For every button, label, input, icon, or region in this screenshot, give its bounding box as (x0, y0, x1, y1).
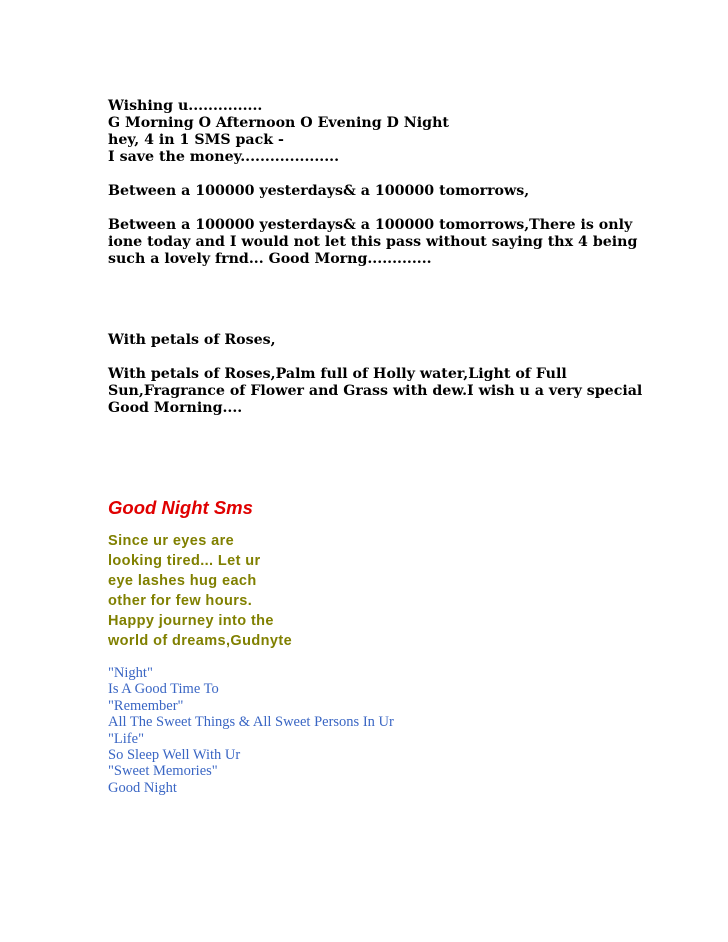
paragraph-line: Between a 100000 yesterdays& a 100000 tomorrows,There is only (108, 217, 633, 233)
poem-line: "Night" (108, 665, 153, 681)
sms-line: Happy journey into the (108, 613, 274, 629)
sms-line: Since ur eyes are (108, 533, 235, 549)
poem-line: All The Sweet Things & All Sweet Persons In Ur (108, 714, 394, 731)
poem-line: So Sleep Well With Ur (108, 747, 241, 764)
sms-line: other for few hours. (108, 593, 253, 609)
wishing-block (108, 98, 628, 166)
poem-line: "Sweet Memories" (108, 763, 218, 780)
wishing-line: hey, 4 in 1 SMS pack - (108, 132, 284, 148)
poem-line: "Life" (108, 730, 144, 747)
roses-paragraph (108, 366, 643, 417)
paragraph-line: Good Morning.... (108, 400, 243, 416)
paragraph-line: such a lovely frnd... Good Morng............. (108, 251, 432, 267)
sms-line: looking tired... Let ur (108, 553, 261, 569)
wishing-line: G Morning O Afternoon O Evening D Night (108, 115, 449, 131)
paragraph-line: Sun,Fragrance of Flower and Grass with dew.I wish u a very special (108, 383, 643, 399)
sms-line: world of dreams,Gudnyte (108, 633, 293, 649)
yesterdays-paragraph (108, 217, 638, 268)
poem-line: "Remember" (108, 697, 184, 714)
night-poem-block (108, 665, 628, 796)
paragraph-line: With petals of Roses,Palm full of Holly water,Light of Full (108, 366, 567, 382)
document-page (108, 98, 643, 796)
poem-line: Good Night (108, 779, 177, 796)
sms-line: eye lashes hug each (108, 573, 257, 589)
yesterdays-title: Between a 100000 yesterdays& a 100000 tomorrows, (108, 183, 530, 199)
poem-line: Is A Good Time To (108, 681, 219, 698)
good-night-sms-block (108, 531, 628, 651)
good-night-heading: Good Night Sms (108, 497, 253, 518)
wishing-line: Wishing u............... (108, 98, 263, 114)
wishing-line: I save the money.................... (108, 149, 340, 165)
roses-title: With petals of Roses, (108, 332, 276, 348)
paragraph-line: ione today and I would not let this pass without saying thx 4 being (108, 234, 638, 250)
